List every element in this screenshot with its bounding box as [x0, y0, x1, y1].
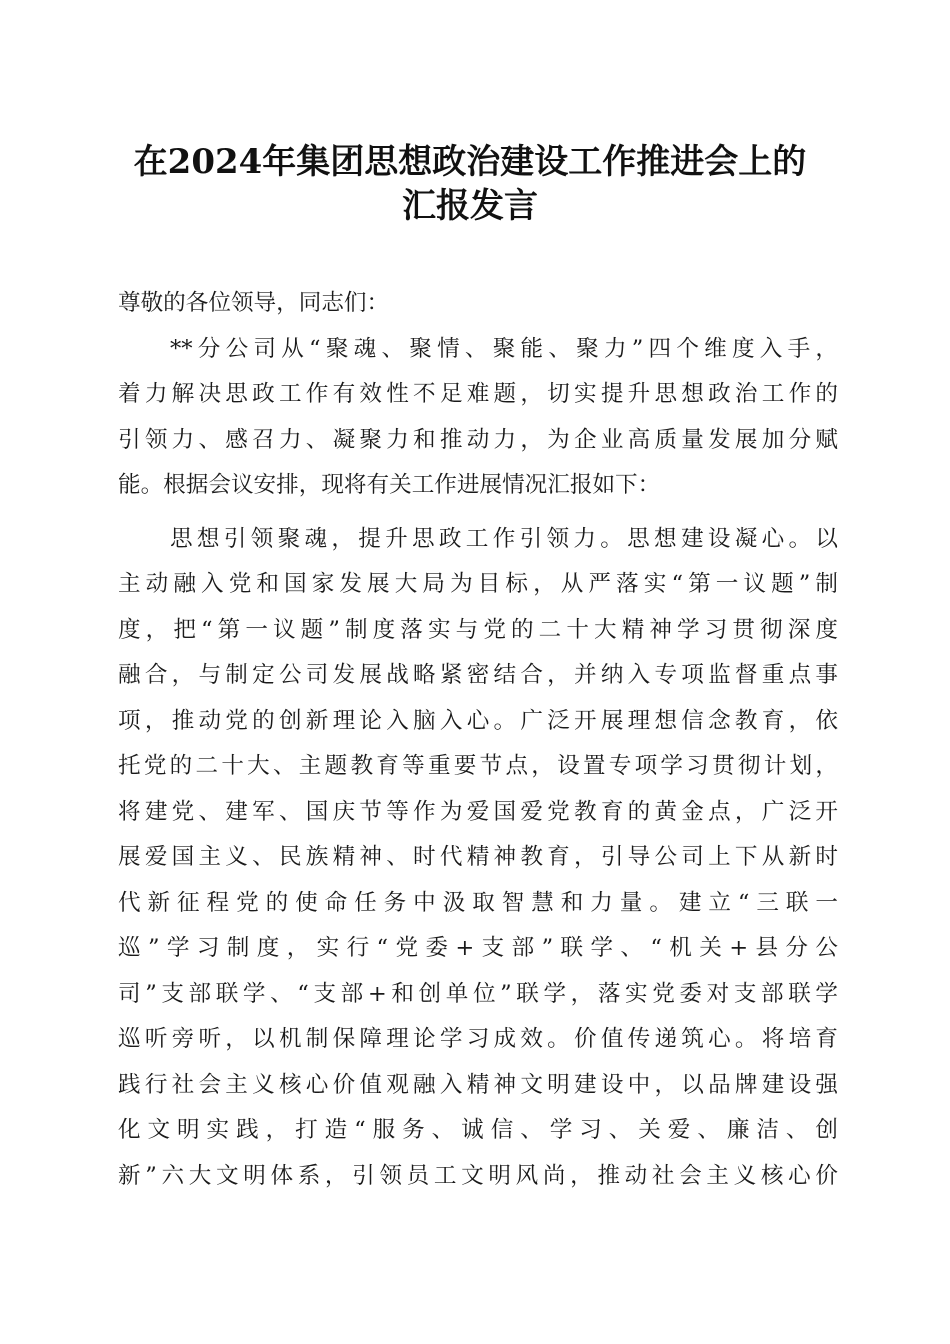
- salutation: 尊敬的各位领导，同志们：: [118, 290, 390, 316]
- paragraph-2-line: 项，推动党的创新理论入脑入心。广泛开展理想信念教育，依: [118, 707, 838, 734]
- document-body: [118, 281, 838, 1199]
- paragraph-spacer: [118, 509, 838, 517]
- paragraph-2-line: 巡”学习制度，实行“党委+支部”联学、“机关+县分公: [118, 935, 838, 961]
- paragraph-2-line: 巡听旁听，以机制保障理论学习成效。价值传递筑心。将培育: [118, 1026, 838, 1052]
- document-title: [100, 140, 840, 228]
- paragraph-2-line: 践行社会主义核心价值观融入精神文明建设中，以品牌建设强: [118, 1071, 838, 1098]
- paragraph-2-line: 展爱国主义、民族精神、时代精神教育，引导公司上下从新时: [118, 844, 838, 870]
- paragraph-2-line: 代新征程党的使命任务中汲取智慧和力量。建立“三联一: [118, 889, 838, 916]
- paragraph-1-line: **分公司从“聚魂、聚情、聚能、聚力”四个维度入手，: [170, 335, 838, 362]
- paragraph-1-line: 能。根据会议安排，现将有关工作进展情况汇报如下：: [118, 472, 661, 498]
- paragraph-2-line: 新”六大文明体系，引领员工文明风尚，推动社会主义核心价: [118, 1162, 838, 1189]
- paragraph-2-line: 托党的二十大、主题教育等重要节点，设置专项学习贯彻计划，: [118, 753, 838, 779]
- paragraph-2-line: 司”支部联学、“支部+和创单位”联学，落实党委对支部联学: [118, 980, 838, 1007]
- title-line-1: 在2024年集团思想政治建设工作推进会上的: [133, 142, 807, 182]
- paragraph-1-line: 引领力、感召力、凝聚力和推动力，为企业高质量发展加分赋: [118, 426, 838, 453]
- paragraph-2-line: 思想引领聚魂，提升思政工作引领力。思想建设凝心。以: [170, 525, 838, 552]
- title-line-2: 汇报发言: [402, 186, 538, 226]
- paragraph-2-line: 主动融入党和国家发展大局为目标，从严落实“第一议题”制: [118, 571, 838, 597]
- paragraph-2-line: 度，把“第一议题”制度落实与党的二十大精神学习贯彻深度: [118, 616, 838, 643]
- paragraph-1-line: 着力解决思政工作有效性不足难题，切实提升思想政治工作的: [118, 381, 838, 407]
- paragraph-2-line: 将建党、建军、国庆节等作为爱国爱党教育的黄金点，广泛开: [118, 798, 838, 825]
- paragraph-2-line: 融合，与制定公司发展战略紧密结合，并纳入专项监督重点事: [118, 662, 838, 688]
- paragraph-2-line: 化文明实践，打造“服务、诚信、学习、关爱、廉洁、创: [118, 1117, 838, 1143]
